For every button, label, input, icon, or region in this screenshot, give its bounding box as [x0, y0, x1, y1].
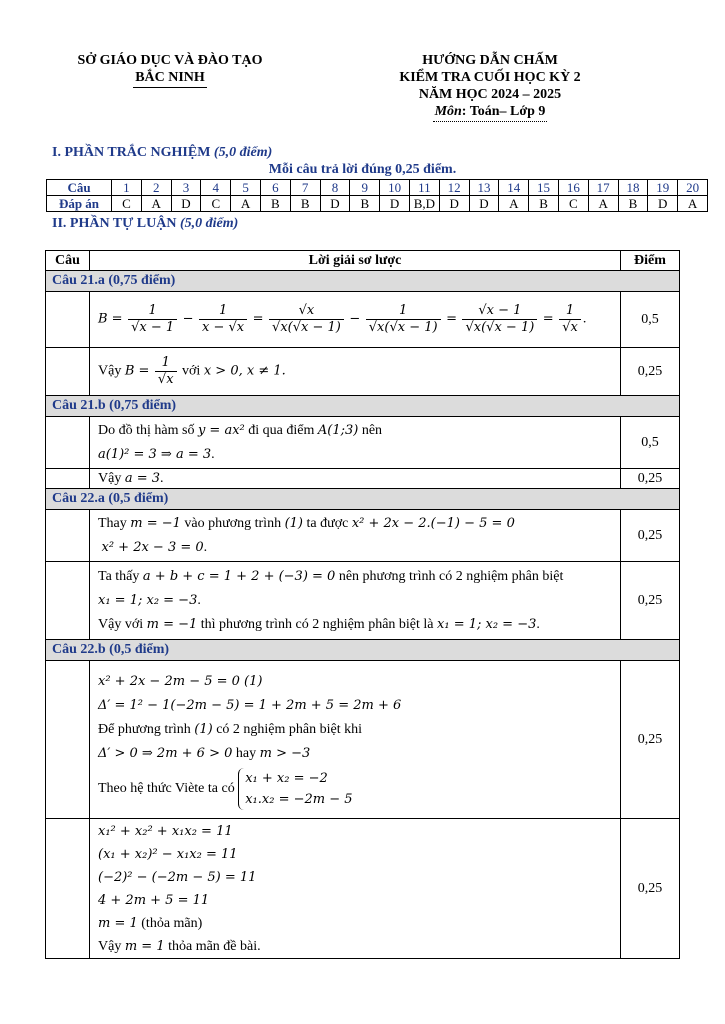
mcq-question: 3 [171, 180, 201, 196]
mcq-question: 20 [678, 180, 708, 196]
section-1-title: I. PHẦN TRẮC NGHIỆM (5,0 điểm) [52, 145, 273, 160]
mcq-question: 6 [260, 180, 290, 196]
mcq-answer: A [588, 196, 618, 212]
mcq-question: 12 [439, 180, 469, 196]
score-cell: 0,25 [621, 562, 680, 640]
mcq-question: 2 [141, 180, 171, 196]
viete-system: x₁ + x₂ = −2 x₁.x₂ = −2m − 5 [238, 768, 352, 810]
mcq-question: 18 [618, 180, 648, 196]
table-row [46, 417, 680, 469]
mcq-answer: B [290, 196, 320, 212]
solution-cell: Vậy a = 3. [90, 469, 621, 489]
mcq-answer: D [648, 196, 678, 212]
subject-value: : Toán– Lớp 9 [461, 104, 546, 119]
score-cell: 0,5 [621, 417, 680, 469]
fraction: $\frac{1}{√x}$ [559, 303, 581, 336]
mcq-answer: A [678, 196, 708, 212]
mcq-answer: B,D [409, 196, 439, 212]
province-name: BẮC NINH [133, 69, 207, 88]
question-header-22a: Câu 22.a (0,5 điểm) [46, 489, 680, 510]
table-row [46, 510, 680, 562]
mcq-question: 9 [350, 180, 380, 196]
mcq-answer: D [380, 196, 410, 212]
table-row [46, 469, 680, 489]
solution-cell: Do đồ thị hàm số y = ax² đi qua điểm A(1;3) nên a(1)² = 3 ⇒ a = 3. [90, 417, 621, 469]
section-2-points: (5,0 điểm) [179, 216, 239, 231]
table-row [46, 292, 680, 348]
section-1-points: (5,0 điểm) [213, 145, 273, 160]
col-header-solution: Lời giải sơ lược [90, 251, 621, 271]
header-right [360, 52, 620, 122]
mcq-question: 5 [231, 180, 261, 196]
mcq-answer: C [112, 196, 142, 212]
mcq-question: 15 [529, 180, 559, 196]
mcq-question: 19 [648, 180, 678, 196]
solution-cell: B = $\frac{1}{√x - 1}$ − $\frac{1}{x - √x}$ = $\frac{√x}{√x(√x - 1)}$ − $\frac{1}{√x(√x - 1)}$ = $\frac{√x - 1}{√x(√x - 1)}$ = $\frac{1}{√x}$ . [90, 292, 621, 348]
score-cell: 0,25 [621, 510, 680, 562]
table-row [46, 562, 680, 640]
mcq-answer: B [618, 196, 648, 212]
solution-cell: x² + 2x − 2m − 5 = 0 (1) Δ′ = 1² − 1(−2m − 5) = 1 + 2m + 5 = 2m + 6 Để phương trình (1) có 2 nghiệm phân biệt khi Δ′ > 0 ⇒ 2m + 6 > 0 hay m > −3 Theo hệ thức Viète ta có x₁ + x₂ = −2 x₁.x₂ = −2m − 5 [90, 661, 621, 819]
mcq-answer: D [320, 196, 350, 212]
score-cell: 0,25 [621, 661, 680, 819]
table-row [46, 348, 680, 396]
mcq-answer: C [201, 196, 231, 212]
mcq-answer: D [171, 196, 201, 212]
mcq-answer: B [350, 196, 380, 212]
mcq-note: Mỗi câu trả lời đúng 0,25 điểm. [268, 162, 457, 177]
fraction: $\frac{√x}{√x(√x - 1)}$ [269, 303, 344, 336]
mcq-answer: A [141, 196, 171, 212]
col-header-question: Câu [46, 251, 90, 271]
mcq-answer-row [47, 196, 708, 212]
question-header-21b: Câu 21.b (0,75 điểm) [46, 396, 680, 417]
mcq-answer: D [439, 196, 469, 212]
mcq-answer-table [46, 179, 708, 212]
mcq-question: 8 [320, 180, 350, 196]
subject-label: Môn [434, 104, 462, 119]
mcq-row-label: Đáp án [47, 196, 112, 212]
mcq-answer: B [260, 196, 290, 212]
doc-title: HƯỚNG DẪN CHẤM [422, 53, 558, 68]
fraction: $\frac{1}{√x}$ [155, 355, 177, 388]
fraction: $\frac{1}{√x(√x - 1)}$ [366, 303, 441, 336]
mcq-question: 4 [201, 180, 231, 196]
mcq-question: 16 [558, 180, 588, 196]
mcq-question: 7 [290, 180, 320, 196]
mcq-answer: D [469, 196, 499, 212]
mcq-answer: A [499, 196, 529, 212]
score-cell: 0,25 [621, 819, 680, 959]
solution-cell: Ta thấy a + b + c = 1 + 2 + (−3) = 0 nên phương trình có 2 nghiệm phân biệt x₁ = 1; x₂ = −3. Vậy với m = −1 thì phương trình có 2 nghiệm phân biệt là x₁ = 1; x₂ = −3. [90, 562, 621, 640]
solution-cell: x₁² + x₂² + x₁x₂ = 11 (x₁ + x₂)² − x₁x₂ = 11 (−2)² − (−2m − 5) = 11 4 + 2m + 5 = 11 m = 1 (thỏa mãn) Vậy m = 1 thỏa mãn đề bài. [90, 819, 621, 959]
mcq-answer: A [231, 196, 261, 212]
table-row [46, 661, 680, 819]
mcq-answer: C [558, 196, 588, 212]
mcq-question: 1 [112, 180, 142, 196]
header-left [52, 52, 288, 88]
score-cell: 0,25 [621, 348, 680, 396]
mcq-question: 14 [499, 180, 529, 196]
col-header-score: Điểm [621, 251, 680, 271]
school-year: NĂM HỌC 2024 – 2025 [418, 87, 562, 102]
table-header-row [46, 251, 680, 271]
subject-line [433, 103, 548, 122]
mcq-question: 17 [588, 180, 618, 196]
fraction: $\frac{√x - 1}{√x(√x - 1)}$ [462, 303, 537, 336]
score-cell: 0,25 [621, 469, 680, 489]
solution-cell: Thay m = −1 vào phương trình (1) ta được x² + 2x − 2.(−1) − 5 = 0 x² + 2x − 3 = 0. [90, 510, 621, 562]
exam-name: KIỂM TRA CUỐI HỌC KỲ 2 [399, 70, 581, 85]
department-name: SỞ GIÁO DỤC VÀ ĐÀO TẠO [77, 53, 263, 68]
score-cell: 0,5 [621, 292, 680, 348]
mcq-question: 10 [380, 180, 410, 196]
mcq-question: 13 [469, 180, 499, 196]
solution-cell: Vậy B = $\frac{1}{√x}$ với x > 0, x ≠ 1. [90, 348, 621, 396]
question-header-21a: Câu 21.a (0,75 điểm) [46, 271, 680, 292]
section-2-title: II. PHẦN TỰ LUẬN (5,0 điểm) [52, 216, 239, 231]
mcq-answer: B [529, 196, 559, 212]
fraction: $\frac{1}{√x - 1}$ [128, 303, 177, 336]
mcq-row-label: Câu [47, 180, 112, 196]
mcq-question: 11 [409, 180, 439, 196]
fraction: $\frac{1}{x - √x}$ [199, 303, 247, 336]
table-row [46, 819, 680, 959]
question-header-22b: Câu 22.b (0,5 điểm) [46, 640, 680, 661]
solution-table [45, 250, 680, 959]
mcq-question-row [47, 180, 708, 196]
